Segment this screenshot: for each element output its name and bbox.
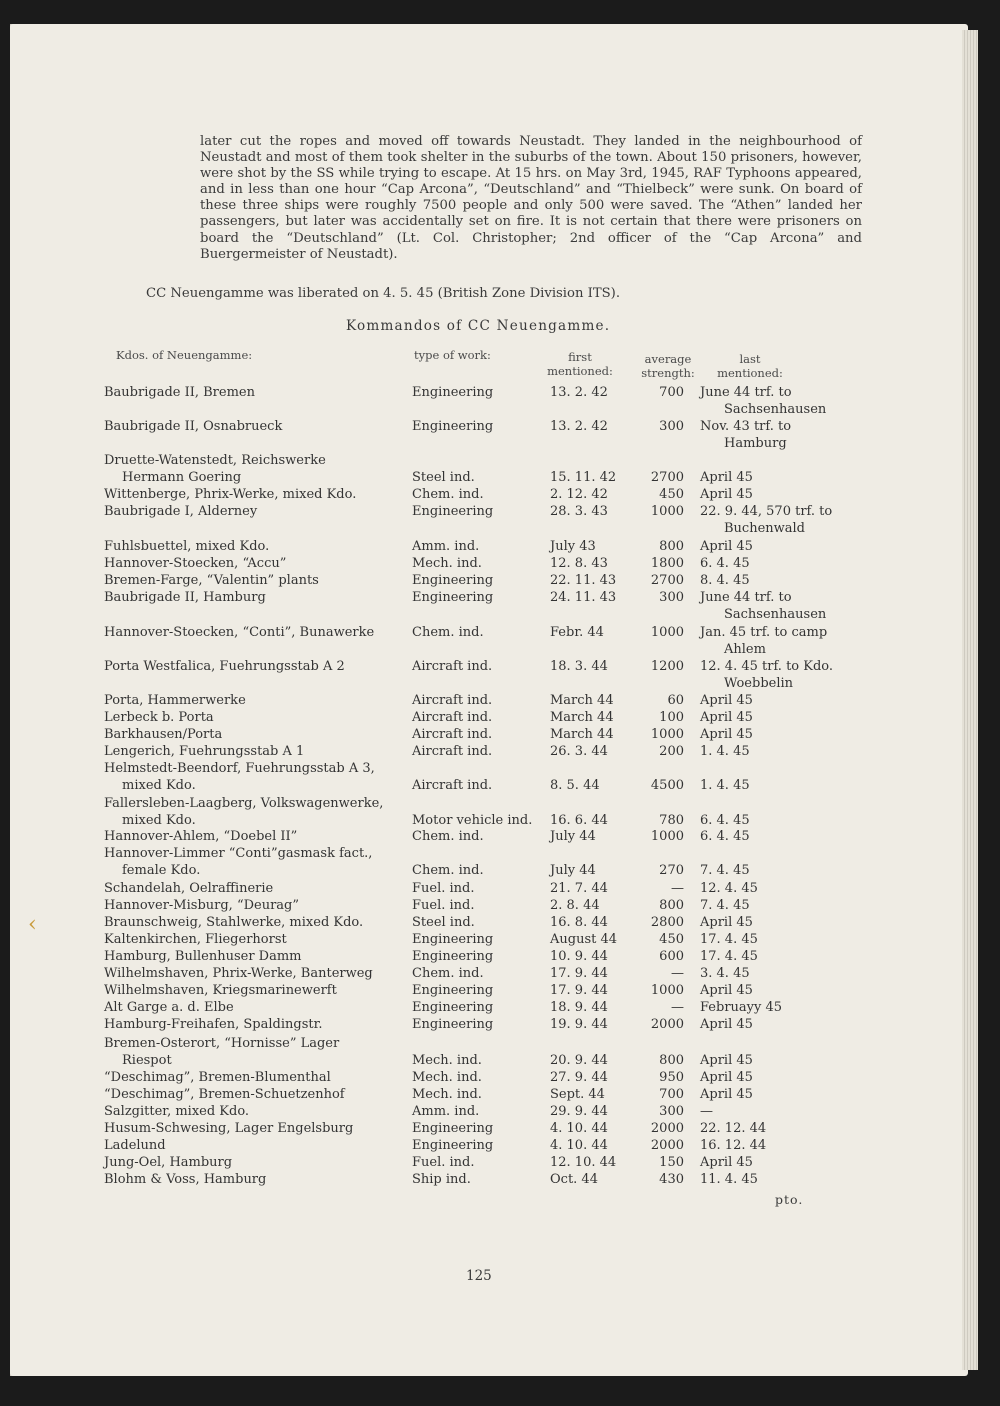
cell-last-mentioned (700, 1154, 753, 1171)
last-mentioned-line: Sachsenhausen (724, 402, 827, 418)
cell-last-mentioned (700, 1103, 713, 1120)
cell-first-mentioned: 18. 9. 44 (550, 1000, 608, 1015)
cell-last-mentioned (700, 1086, 753, 1103)
cell-average-strength: 1000 (650, 829, 684, 844)
cell-first-mentioned: 4. 10. 44 (550, 1138, 608, 1153)
cell-first-mentioned: 13. 2. 42 (550, 385, 608, 400)
cell-first-mentioned: 26. 3. 44 (550, 744, 608, 759)
cell-first-mentioned: July 44 (550, 829, 596, 844)
cell-last-mentioned (700, 555, 750, 572)
cell-first-mentioned: 17. 9. 44 (550, 966, 608, 981)
last-mentioned-line: April 45 (700, 710, 753, 725)
cell-kdo-name (104, 538, 269, 555)
cell-first-mentioned: Oct. 44 (550, 1172, 598, 1187)
cell-average-strength: — (671, 1000, 684, 1015)
last-mentioned-line: June 44 trf. to (700, 590, 792, 605)
cell-average-strength: 800 (659, 539, 684, 554)
kdo-name-line: Lengerich, Fuehrungsstab A 1 (104, 744, 305, 759)
cell-last-mentioned (700, 1120, 766, 1137)
cell-average-strength: 60 (667, 693, 684, 708)
cell-average-strength: 300 (659, 419, 684, 434)
cell-type: Ship ind. (412, 1172, 471, 1187)
cell-average-strength: 2700 (650, 470, 684, 485)
last-mentioned-line: 7. 4. 45 (700, 898, 750, 913)
header-average-line1: average (644, 352, 692, 366)
cell-first-mentioned: 27. 9. 44 (550, 1070, 608, 1085)
cell-first-mentioned: Febr. 44 (550, 625, 604, 640)
header-first (540, 350, 620, 378)
cell-first-mentioned: 4. 10. 44 (550, 1121, 608, 1136)
cell-first-mentioned: July 43 (550, 539, 596, 554)
cell-kdo-name (104, 624, 374, 641)
cell-average-strength: 950 (659, 1070, 684, 1085)
cell-first-mentioned: Sept. 44 (550, 1087, 605, 1102)
header-average-line2: strength: (641, 366, 695, 380)
cell-last-mentioned (700, 572, 750, 589)
cell-kdo-name (104, 589, 266, 606)
cell-average-strength: 600 (659, 949, 684, 964)
cell-kdo-name (104, 914, 363, 931)
cell-average-strength: 150 (659, 1155, 684, 1170)
cell-average-strength: 100 (659, 710, 684, 725)
cell-kdo-name (104, 418, 282, 435)
header-last-line1: last (739, 352, 761, 366)
last-mentioned-line: April 45 (700, 539, 753, 554)
cell-kdo-name (104, 965, 373, 982)
cell-type: Chem. ind. (412, 829, 484, 844)
page-edges (962, 30, 978, 1370)
kdo-name-line: Husum-Schwesing, Lager Engelsburg (104, 1121, 354, 1136)
cell-last-mentioned (700, 931, 758, 948)
cell-last-mentioned (700, 624, 827, 658)
cell-type: Chem. ind. (412, 966, 484, 981)
last-mentioned-line: April 45 (700, 470, 753, 485)
cell-average-strength: 300 (659, 590, 684, 605)
cell-type: Aircraft ind. (412, 710, 493, 725)
cell-first-mentioned: 12. 8. 43 (550, 556, 608, 571)
kdo-name-line: “Deschimag”, Bremen-Blumenthal (104, 1070, 331, 1085)
cell-average-strength: 2700 (650, 573, 684, 588)
cell-kdo-name (104, 760, 375, 794)
kdo-name-line: Ladelund (104, 1138, 166, 1153)
cell-average-strength: 4500 (650, 778, 684, 793)
last-mentioned-line: April 45 (700, 983, 753, 998)
cell-average-strength: — (671, 966, 684, 981)
cell-first-mentioned: 21. 7. 44 (550, 881, 608, 896)
last-mentioned-line: 12. 4. 45 trf. to Kdo. (700, 659, 834, 674)
cell-kdo-name (104, 931, 287, 948)
cell-last-mentioned (700, 812, 750, 829)
cell-average-strength: 700 (659, 385, 684, 400)
cell-type: Aircraft ind. (412, 744, 493, 759)
table-title: Kommandos of CC Neuengamme. (346, 318, 611, 334)
cell-last-mentioned (700, 469, 753, 486)
last-mentioned-line: 6. 4. 45 (700, 829, 750, 844)
kdo-name-line: Hannover-Ahlem, “Doebel II” (104, 829, 298, 844)
cell-kdo-name (104, 795, 383, 829)
kdo-name-line: Wittenberge, Phrix-Werke, mixed Kdo. (104, 487, 357, 502)
cell-average-strength: — (671, 881, 684, 896)
cell-last-mentioned (700, 1171, 758, 1188)
cell-last-mentioned (700, 914, 753, 931)
cell-last-mentioned (700, 384, 826, 418)
last-mentioned-line: April 45 (700, 487, 753, 502)
cell-last-mentioned (700, 982, 753, 999)
cell-first-mentioned: March 44 (550, 727, 614, 742)
cell-last-mentioned (700, 965, 750, 982)
cell-average-strength: 780 (659, 813, 684, 828)
cell-first-mentioned: July 44 (550, 863, 596, 878)
last-mentioned-line: 7. 4. 45 (700, 863, 750, 878)
kdo-name-line: “Deschimag”, Bremen-Schuetzenhof (104, 1087, 345, 1102)
cell-kdo-name (104, 880, 273, 897)
kdo-name-line: Hannover-Misburg, “Deurag” (104, 898, 300, 913)
cell-kdo-name (104, 1103, 249, 1120)
intro-paragraph: later cut the ropes and moved off towards Neustadt. They landed in the neighbourhood of Neustadt and most of them took shelter in the suburbs of the town. About 150 prisoners, however, were shot by the SS while trying to escape. At 15 hrs. on May 3rd, 1945, RAF Typhoons appeared, and in less than one hour “Cap Arcona”, “Deutschland” and “Thielbeck” were sunk. On board of these three ships were roughly 7500 people and only 500 were saved. The “Athen” landed her passengers, but later was accidentally set on fire. It is not certain that there were prisoners on board the “Deutschland” (Lt. Col. Christopher; 2nd officer of the “Cap Arcona” and Buergermeister of Neustadt). (200, 134, 862, 262)
cell-last-mentioned (700, 777, 750, 794)
kdo-name-line: Blohm & Voss, Hamburg (104, 1172, 267, 1187)
last-mentioned-line: Nov. 43 trf. to (700, 419, 792, 434)
cell-type: Amm. ind. (412, 539, 480, 554)
kdo-name-line: Baubrigade I, Alderney (104, 504, 258, 519)
kdo-name-line: Baubrigade II, Bremen (104, 385, 255, 400)
cell-type: Aircraft ind. (412, 778, 493, 793)
cell-last-mentioned (700, 948, 758, 965)
last-mentioned-line: 1. 4. 45 (700, 744, 750, 759)
last-mentioned-line: April 45 (700, 693, 753, 708)
cell-type: Steel ind. (412, 470, 475, 485)
last-mentioned-line: June 44 trf. to (700, 385, 792, 400)
cell-type: Motor vehicle ind. (412, 813, 533, 828)
cell-average-strength: 270 (659, 863, 684, 878)
last-mentioned-line: April 45 (700, 1155, 753, 1170)
cell-type: Aircraft ind. (412, 727, 493, 742)
cell-first-mentioned: 28. 3. 43 (550, 504, 608, 519)
cell-average-strength: 430 (659, 1172, 684, 1187)
kdo-name-line: Wilhelmshaven, Phrix-Werke, Banterweg (104, 966, 373, 981)
header-last-line2: mentioned: (717, 366, 783, 380)
cell-last-mentioned (700, 1069, 753, 1086)
last-mentioned-line: April 45 (700, 1070, 753, 1085)
cell-type: Engineering (412, 573, 494, 588)
cell-last-mentioned (700, 999, 782, 1016)
kdo-name-line: Porta, Hammerwerke (104, 693, 246, 708)
pto-note: pto. (775, 1192, 804, 1207)
header-last (710, 352, 790, 380)
cell-type: Amm. ind. (412, 1104, 480, 1119)
cell-kdo-name (104, 948, 302, 965)
last-mentioned-line: April 45 (700, 1087, 753, 1102)
cell-average-strength: 2000 (650, 1017, 684, 1032)
kdo-name-line: Fuhlsbuettel, mixed Kdo. (104, 539, 270, 554)
kdo-name-line: mixed Kdo. (122, 813, 196, 829)
last-mentioned-line: 6. 4. 45 (700, 556, 750, 571)
kdo-name-line: Porta Westfalica, Fuehrungsstab A 2 (104, 659, 345, 674)
cell-last-mentioned (700, 880, 758, 897)
cell-kdo-name (104, 1035, 339, 1069)
last-mentioned-line: — (700, 1104, 713, 1119)
cell-kdo-name (104, 1171, 266, 1188)
cell-kdo-name (104, 658, 345, 675)
cell-last-mentioned (700, 709, 753, 726)
cell-last-mentioned (700, 692, 753, 709)
cell-first-mentioned: 2. 12. 42 (550, 487, 608, 502)
margin-pencil-mark: ‹ (28, 912, 37, 937)
cell-first-mentioned: 12. 10. 44 (550, 1155, 617, 1170)
kdo-name-line: Schandelah, Oelraffinerie (104, 881, 274, 896)
cell-last-mentioned (700, 589, 826, 623)
cell-average-strength: 450 (659, 932, 684, 947)
kdo-name-line: Bremen-Farge, “Valentin” plants (104, 573, 319, 588)
kdo-name-line: Alt Garge a. d. Elbe (104, 1000, 234, 1015)
last-mentioned-line: 16. 12. 44 (700, 1138, 767, 1153)
last-mentioned-line: Jan. 45 trf. to camp (700, 625, 828, 640)
cell-type: Engineering (412, 504, 494, 519)
cell-average-strength: 1000 (650, 983, 684, 998)
cell-first-mentioned: 22. 11. 43 (550, 573, 617, 588)
cell-last-mentioned (700, 862, 750, 879)
cell-first-mentioned: March 44 (550, 710, 614, 725)
cell-last-mentioned (700, 538, 753, 555)
kdo-name-line: Hermann Goering (122, 470, 242, 486)
cell-last-mentioned (700, 1052, 753, 1069)
last-mentioned-line: Februayy 45 (700, 1000, 783, 1015)
cell-kdo-name (104, 555, 286, 572)
header-first-line1: first (568, 350, 592, 364)
cell-kdo-name (104, 1137, 166, 1154)
header-first-line2: mentioned: (547, 364, 613, 378)
cell-type: Chem. ind. (412, 487, 484, 502)
cell-first-mentioned: 10. 9. 44 (550, 949, 608, 964)
cell-last-mentioned (700, 743, 750, 760)
kdo-name-line: Druette-Watenstedt, Reichswerke (104, 453, 326, 468)
cell-kdo-name (104, 503, 257, 520)
cell-kdo-name (104, 999, 234, 1016)
kdo-name-line: Hamburg-Freihafen, Spaldingstr. (104, 1017, 323, 1032)
cell-type: Engineering (412, 385, 494, 400)
cell-last-mentioned (700, 828, 750, 845)
cell-first-mentioned: 16. 8. 44 (550, 915, 608, 930)
last-mentioned-line: Buchenwald (724, 521, 806, 537)
cell-type: Mech. ind. (412, 1070, 482, 1085)
cell-average-strength: 1800 (650, 556, 684, 571)
cell-average-strength: 1000 (650, 727, 684, 742)
cell-average-strength: 2000 (650, 1138, 684, 1153)
cell-average-strength: 300 (659, 1104, 684, 1119)
last-mentioned-line: Ahlem (724, 642, 766, 658)
cell-type: Engineering (412, 1000, 494, 1015)
cell-last-mentioned (700, 486, 753, 503)
cell-average-strength: 200 (659, 744, 684, 759)
page-number: 125 (466, 1268, 492, 1284)
cell-kdo-name (104, 982, 337, 999)
last-mentioned-line: April 45 (700, 1053, 753, 1068)
cell-type: Mech. ind. (412, 556, 482, 571)
cell-last-mentioned (700, 897, 750, 914)
cell-first-mentioned: 8. 5. 44 (550, 778, 600, 793)
kdo-name-line: Hannover-Limmer “Conti”gasmask fact., (104, 846, 373, 861)
kdo-name-line: Jung-Oel, Hamburg (104, 1155, 233, 1170)
cell-last-mentioned (700, 1016, 753, 1033)
last-mentioned-line: 22. 9. 44, 570 trf. to (700, 504, 833, 519)
kdo-name-line: Fallersleben-Laagberg, Volkswagenwerke, (104, 796, 384, 811)
cell-last-mentioned (700, 658, 833, 692)
last-mentioned-line: 17. 4. 45 (700, 932, 758, 947)
last-mentioned-line: April 45 (700, 1017, 753, 1032)
cell-type: Engineering (412, 983, 494, 998)
cell-average-strength: 1000 (650, 504, 684, 519)
last-mentioned-line: Woebbelin (724, 676, 794, 692)
cell-first-mentioned: 19. 9. 44 (550, 1017, 608, 1032)
kdo-name-line: Barkhausen/Porta (104, 727, 223, 742)
last-mentioned-line: 1. 4. 45 (700, 778, 750, 793)
cell-type: Engineering (412, 949, 494, 964)
last-mentioned-line: 22. 12. 44 (700, 1121, 767, 1136)
cell-kdo-name (104, 692, 246, 709)
kdo-name-line: Baubrigade II, Hamburg (104, 590, 266, 605)
cell-kdo-name (104, 452, 326, 486)
liberation-note: CC Neuengamme was liberated on 4. 5. 45 (British Zone Division ITS). (146, 286, 621, 301)
cell-type: Steel ind. (412, 915, 475, 930)
cell-type: Fuel. ind. (412, 1155, 475, 1170)
last-mentioned-line: 3. 4. 45 (700, 966, 750, 981)
cell-first-mentioned: 13. 2. 42 (550, 419, 608, 434)
cell-type: Engineering (412, 419, 494, 434)
cell-type: Engineering (412, 1138, 494, 1153)
kdo-name-line: Hannover-Stoecken, “Conti”, Bunawerke (104, 625, 375, 640)
last-mentioned-line: Hamburg (724, 436, 787, 452)
cell-kdo-name (104, 709, 214, 726)
cell-first-mentioned: March 44 (550, 693, 614, 708)
cell-kdo-name (104, 572, 319, 589)
cell-first-mentioned: 24. 11. 43 (550, 590, 617, 605)
cell-kdo-name (104, 726, 222, 743)
cell-average-strength: 1200 (650, 659, 684, 674)
cell-first-mentioned: 17. 9. 44 (550, 983, 608, 998)
last-mentioned-line: 11. 4. 45 (700, 1172, 758, 1187)
cell-last-mentioned (700, 503, 832, 537)
last-mentioned-line: April 45 (700, 915, 753, 930)
cell-average-strength: 1000 (650, 625, 684, 640)
cell-type: Fuel. ind. (412, 881, 475, 896)
last-mentioned-line: Sachsenhausen (724, 607, 827, 623)
cell-type: Aircraft ind. (412, 693, 493, 708)
cell-type: Engineering (412, 1121, 494, 1136)
cell-type: Aircraft ind. (412, 659, 493, 674)
kdo-name-line: Wilhelmshaven, Kriegsmarinewerft (104, 983, 337, 998)
last-mentioned-line: April 45 (700, 727, 753, 742)
cell-last-mentioned (700, 418, 791, 452)
cell-first-mentioned: 20. 9. 44 (550, 1053, 608, 1068)
kdo-name-line: Baubrigade II, Osnabrueck (104, 419, 283, 434)
cell-type: Engineering (412, 1017, 494, 1032)
header-average (628, 352, 708, 380)
kdo-name-line: female Kdo. (122, 863, 201, 879)
header-kdos: Kdos. of Neuengamme: (116, 348, 253, 362)
kdo-name-line: Bremen-Osterort, “Hornisse” Lager (104, 1036, 340, 1051)
kdo-name-line: Kaltenkirchen, Fliegerhorst (104, 932, 287, 947)
cell-kdo-name (104, 828, 297, 845)
cell-last-mentioned (700, 726, 753, 743)
cell-average-strength: 700 (659, 1087, 684, 1102)
cell-kdo-name (104, 1016, 323, 1033)
cell-last-mentioned (700, 1137, 766, 1154)
cell-average-strength: 450 (659, 487, 684, 502)
cell-kdo-name (104, 384, 255, 401)
header-type: type of work: (414, 348, 491, 362)
cell-type: Fuel. ind. (412, 898, 475, 913)
kdo-name-line: Hannover-Stoecken, “Accu” (104, 556, 287, 571)
last-mentioned-line: 8. 4. 45 (700, 573, 750, 588)
cell-type: Engineering (412, 590, 494, 605)
kdo-name-line: mixed Kdo. (122, 778, 196, 794)
last-mentioned-line: 6. 4. 45 (700, 813, 750, 828)
cell-type: Mech. ind. (412, 1053, 482, 1068)
cell-kdo-name (104, 845, 372, 879)
cell-average-strength: 2000 (650, 1121, 684, 1136)
kdo-name-line: Riespot (122, 1053, 172, 1069)
cell-average-strength: 2800 (650, 915, 684, 930)
cell-kdo-name (104, 1154, 232, 1171)
cell-first-mentioned: 2. 8. 44 (550, 898, 600, 913)
last-mentioned-line: 17. 4. 45 (700, 949, 758, 964)
cell-kdo-name (104, 743, 304, 760)
kdo-name-line: Lerbeck b. Porta (104, 710, 214, 725)
cell-average-strength: 800 (659, 1053, 684, 1068)
cell-kdo-name (104, 486, 356, 503)
cell-type: Chem. ind. (412, 863, 484, 878)
cell-first-mentioned: 29. 9. 44 (550, 1104, 608, 1119)
cell-kdo-name (104, 1069, 331, 1086)
kdo-name-line: Helmstedt-Beendorf, Fuehrungsstab A 3, (104, 761, 375, 776)
kdo-name-line: Salzgitter, mixed Kdo. (104, 1104, 250, 1119)
last-mentioned-line: 12. 4. 45 (700, 881, 758, 896)
cell-type: Engineering (412, 932, 494, 947)
cell-type: Chem. ind. (412, 625, 484, 640)
cell-first-mentioned: August 44 (550, 932, 618, 947)
cell-first-mentioned: 15. 11. 42 (550, 470, 617, 485)
cell-kdo-name (104, 897, 299, 914)
cell-type: Mech. ind. (412, 1087, 482, 1102)
cell-kdo-name (104, 1120, 353, 1137)
kdo-name-line: Braunschweig, Stahlwerke, mixed Kdo. (104, 915, 364, 930)
cell-first-mentioned: 18. 3. 44 (550, 659, 608, 674)
kdo-name-line: Hamburg, Bullenhuser Damm (104, 949, 302, 964)
cell-average-strength: 800 (659, 898, 684, 913)
cell-first-mentioned: 16. 6. 44 (550, 813, 608, 828)
cell-kdo-name (104, 1086, 345, 1103)
